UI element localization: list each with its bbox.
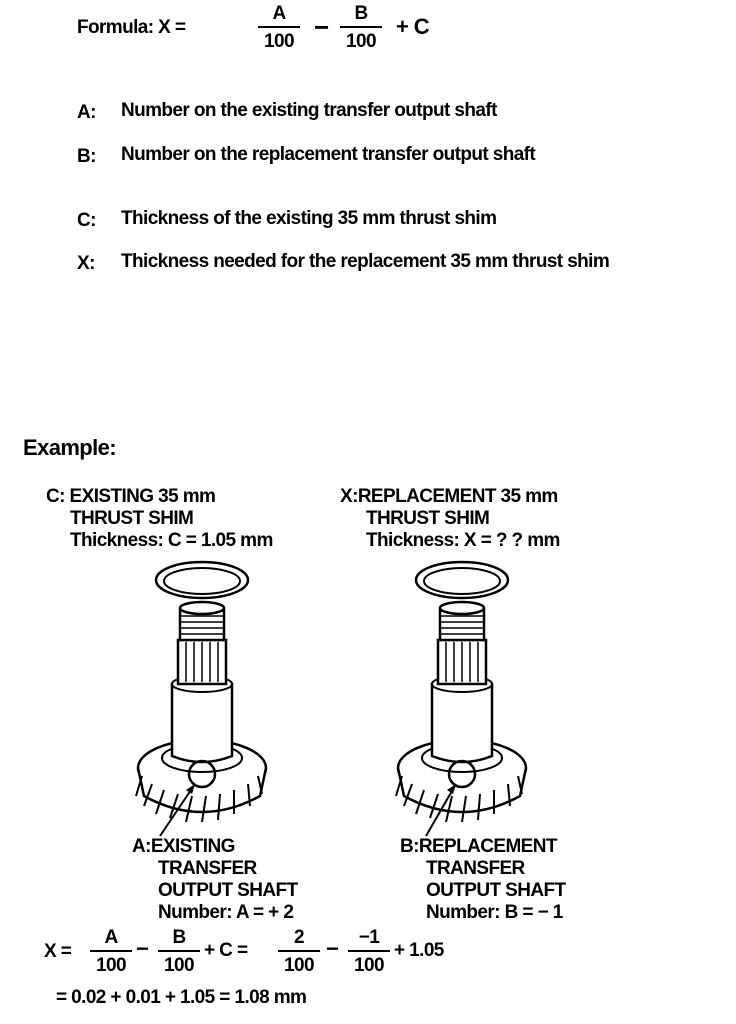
label-key: X: <box>340 486 358 507</box>
definition-text: Thickness needed for the replacement 35 mm thrust shim <box>121 251 610 272</box>
calc-x-eq: X = <box>44 941 72 962</box>
calc-fraction-value-2 <box>346 928 392 975</box>
label-text: EXISTING <box>150 836 235 857</box>
right-shim-line2: THRUST SHIM <box>366 508 490 529</box>
calc-plus-c-eq: + C = <box>204 940 248 961</box>
definition-key: B: <box>77 146 96 167</box>
definition-text: Number on the existing transfer output shaft <box>121 100 497 121</box>
right-shaft-label <box>400 836 566 924</box>
left-shaft-line4: Number: A = + 2 <box>158 902 294 923</box>
left-shaft-label <box>132 836 298 924</box>
definition-key: C: <box>77 210 96 231</box>
calc-minus-1: − <box>136 936 149 961</box>
right-shaft-line3: OUTPUT SHAFT <box>426 880 566 901</box>
left-shaft-line3: OUTPUT SHAFT <box>158 880 298 901</box>
label-text: EXISTING 35 mm <box>69 486 216 507</box>
left-shaft-drawing <box>136 562 266 822</box>
right-shaft-line4: Number: B = − 1 <box>426 902 563 923</box>
calc-fraction-a <box>88 928 134 975</box>
fraction-denominator: 100 <box>346 31 376 52</box>
left-shaft-line2: TRANSFER <box>158 858 257 879</box>
fraction-numerator: A <box>272 3 286 24</box>
fraction-numerator: B <box>172 927 186 948</box>
right-shim-line3: Thickness: X = ? ? mm <box>366 530 560 551</box>
left-shim-line2: THRUST SHIM <box>70 508 194 529</box>
definition-key: X: <box>77 253 95 274</box>
label-key: A: <box>132 836 151 857</box>
definition-key: A: <box>77 102 96 123</box>
fraction-denominator: 100 <box>164 955 194 976</box>
fraction-numerator: B <box>354 3 368 24</box>
fraction-denominator: 100 <box>96 955 126 976</box>
fraction-numerator: A <box>104 927 118 948</box>
label-text: REPLACEMENT 35 mm <box>357 486 558 507</box>
right-shaft-drawing <box>396 562 526 822</box>
left-shim-line3: Thickness: C = 1.05 mm <box>70 530 273 551</box>
calc-fraction-value-1 <box>276 928 322 975</box>
definition-text: Thickness of the existing 35 mm thrust shim <box>121 208 497 229</box>
fraction-denominator: 100 <box>284 955 314 976</box>
formula-label: Formula: X = <box>77 17 186 38</box>
calc-plus-value: + 1.05 <box>394 940 444 961</box>
right-shaft-line1 <box>400 836 566 858</box>
example-heading: Example: <box>23 435 117 460</box>
definition-text: Number on the replacement transfer output shaft <box>121 144 536 165</box>
label-text: REPLACEMENT <box>418 836 557 857</box>
formula-minus: − <box>314 12 329 42</box>
calc-minus-2: − <box>326 936 339 961</box>
fraction-denominator: 100 <box>354 955 384 976</box>
label-key: B: <box>400 836 419 857</box>
formula-plus-c: + C <box>396 14 430 39</box>
fraction-denominator: 100 <box>264 31 294 52</box>
right-shaft-line2: TRANSFER <box>426 858 525 879</box>
fraction-numerator: 2 <box>294 927 304 948</box>
calc-fraction-b <box>156 928 202 975</box>
calc-result: = 0.02 + 0.01 + 1.05 = 1.08 mm <box>56 987 307 1008</box>
left-shaft-line1 <box>132 836 298 858</box>
fraction-numerator: −1 <box>358 927 380 948</box>
label-key: C: <box>46 486 65 507</box>
